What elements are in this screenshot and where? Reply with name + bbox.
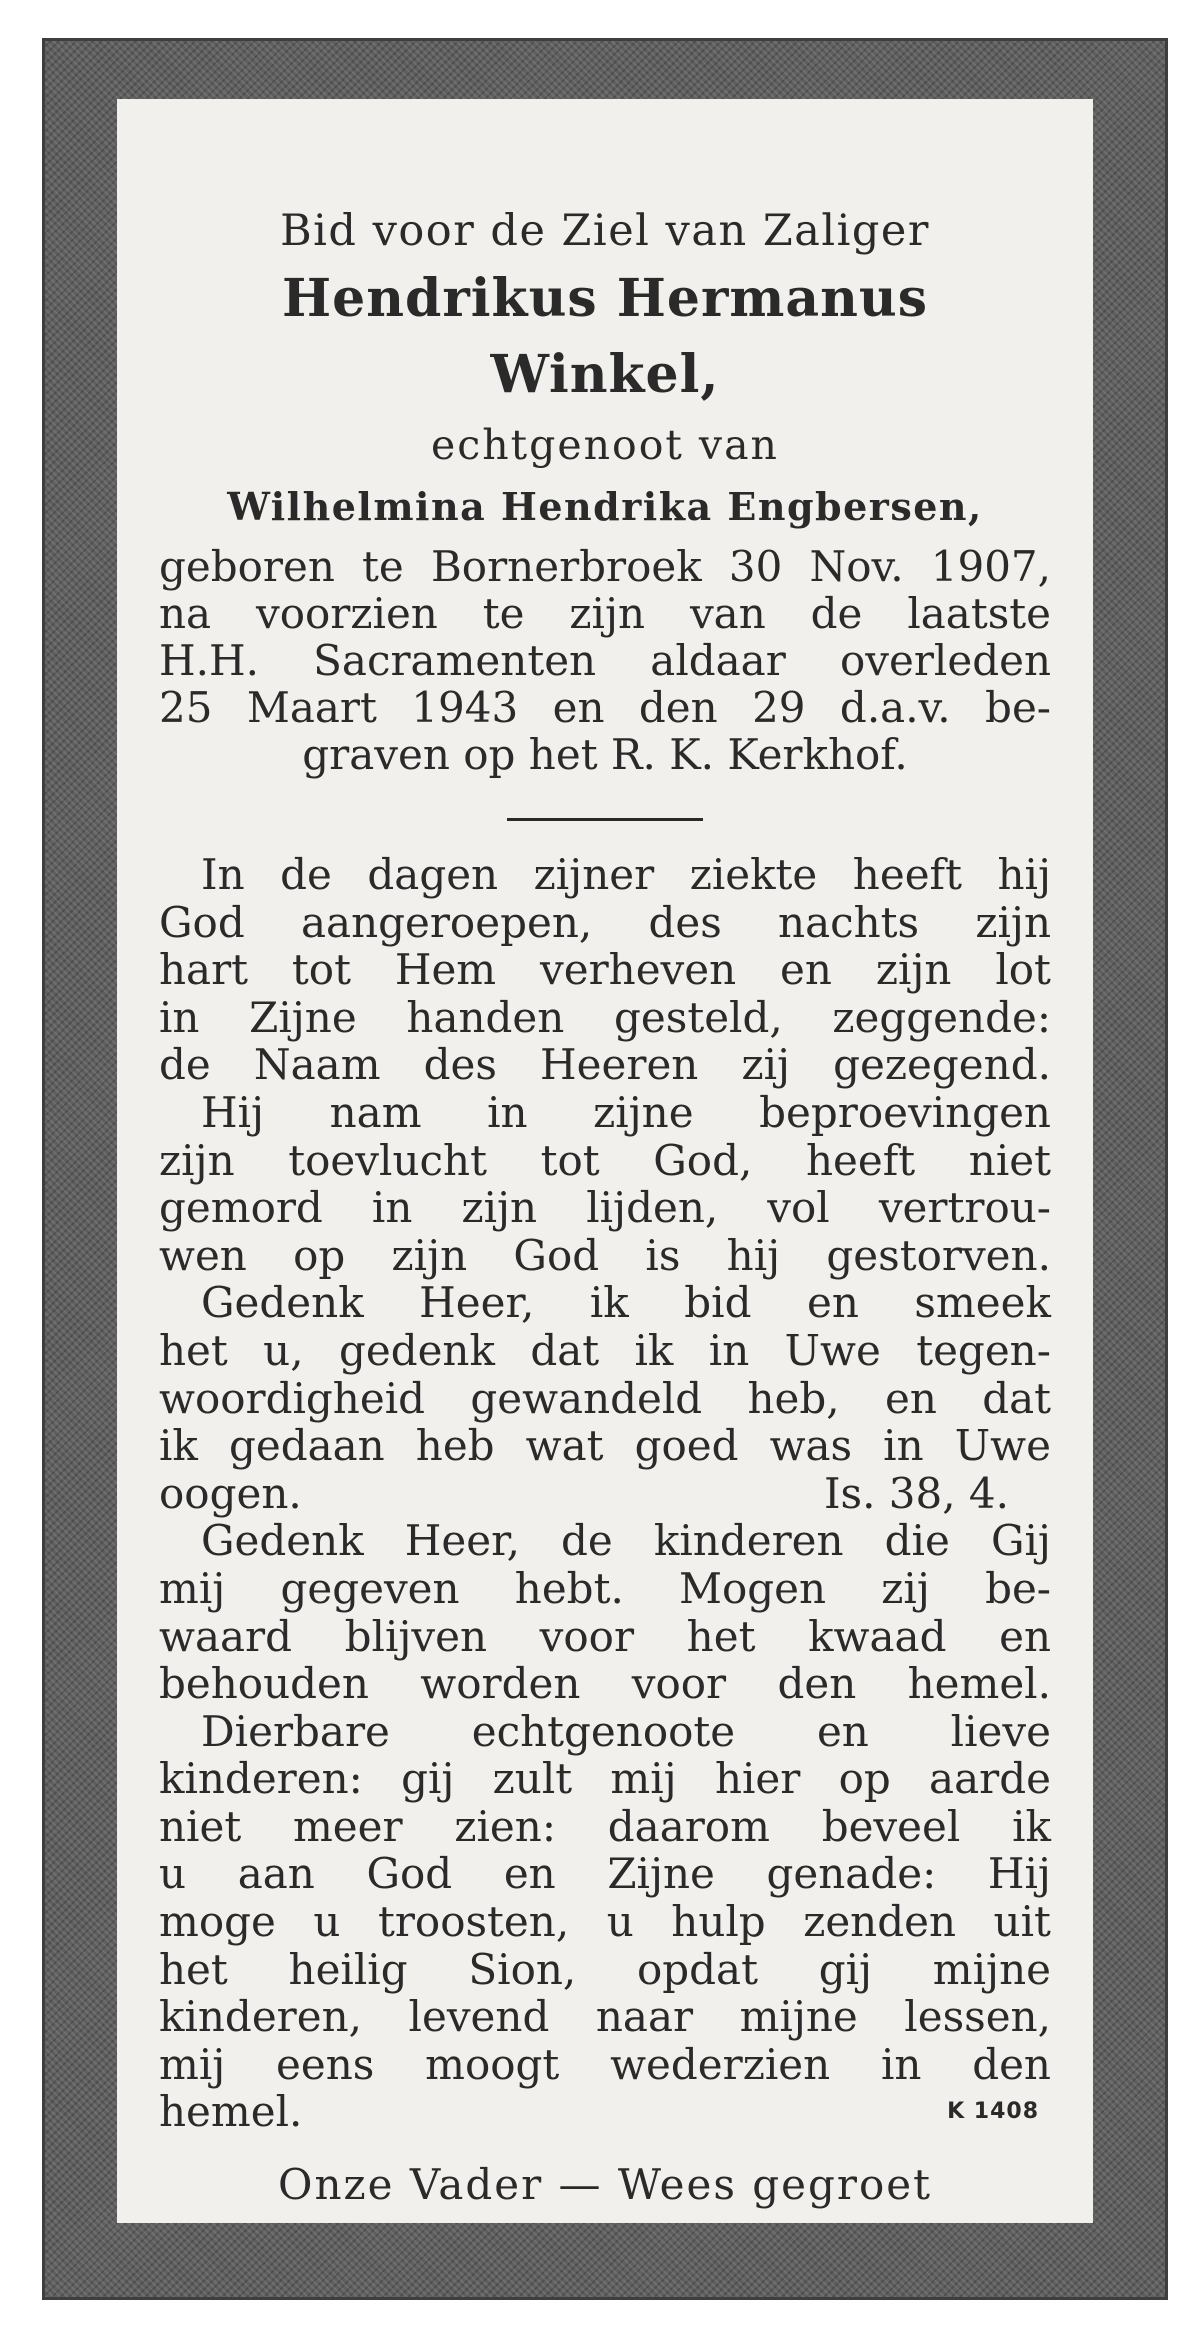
word: heb,	[747, 1373, 840, 1423]
word: in	[708, 1325, 750, 1375]
closing-prayer: Onze Vader — Wees gegroet	[278, 2160, 932, 2210]
text-line	[159, 1755, 1051, 1803]
word: kinderen:	[159, 1754, 363, 1804]
word: u	[159, 1849, 187, 1899]
word: ik	[159, 1421, 198, 1471]
word: gemord	[159, 1183, 323, 1233]
word: Gedenk	[201, 1516, 364, 1566]
text-line	[159, 1660, 1051, 1708]
text-line	[159, 1850, 1051, 1898]
word: woordigheid	[159, 1373, 426, 1423]
word: en	[806, 1278, 859, 1328]
word: gewandeld	[470, 1373, 703, 1423]
word: Heeren	[540, 1040, 699, 1090]
word: hij	[726, 1230, 781, 1280]
word: hier	[714, 1754, 801, 1804]
word: dat	[982, 1373, 1051, 1423]
heading: Bid voor de Ziel van Zaliger	[280, 206, 930, 256]
word: het	[686, 1611, 756, 1661]
word: aarde	[929, 1754, 1051, 1804]
word: aangeroepen,	[300, 897, 593, 947]
word: Mogen	[679, 1563, 827, 1613]
word: den	[777, 1659, 857, 1709]
word: zien:	[454, 1801, 556, 1851]
scripture-line	[159, 1470, 1051, 1518]
text-line	[159, 1422, 1051, 1470]
text-line	[159, 851, 1051, 899]
word: lijden,	[586, 1183, 719, 1233]
word: moge	[159, 1897, 276, 1947]
word: in	[883, 1421, 924, 1471]
word: smeek	[914, 1278, 1051, 1328]
word: zijn	[975, 897, 1051, 947]
word: hij	[997, 850, 1051, 899]
word: u	[606, 1897, 634, 1947]
word: heeft	[805, 1135, 916, 1185]
word: zijn	[461, 1183, 538, 1233]
word: lot	[995, 945, 1051, 995]
word: zijn	[875, 945, 952, 995]
word: gij	[401, 1754, 455, 1804]
word: niet	[968, 1135, 1051, 1185]
detail-line: graven op het R. K. Kerkhof.	[302, 730, 908, 779]
word: blijven	[344, 1611, 488, 1661]
word: troosten,	[377, 1897, 570, 1947]
text-line	[159, 1993, 1051, 2041]
word: Heer,	[404, 1516, 520, 1566]
word: Gedenk	[201, 1278, 364, 1328]
text-line	[159, 1803, 1051, 1851]
word: Hij	[987, 1849, 1051, 1899]
word: mij	[610, 1754, 677, 1804]
word: levend	[408, 1992, 550, 2042]
text-line	[159, 946, 1051, 994]
word: Hij	[201, 1087, 265, 1137]
word: in	[487, 1087, 528, 1137]
word: Hem	[394, 945, 497, 995]
spouse-name: Wilhelmina Hendrika Engbersen,	[227, 484, 983, 529]
word: gedenk	[338, 1325, 495, 1375]
word: op	[293, 1230, 346, 1280]
word: was	[769, 1421, 853, 1471]
text-line	[159, 1898, 1051, 1946]
word: de	[561, 1516, 613, 1566]
text-line	[159, 1089, 1051, 1137]
word: zijn	[391, 1230, 468, 1280]
word: bid	[684, 1278, 752, 1328]
word: opdat	[637, 1944, 758, 1994]
word: des	[648, 897, 722, 947]
text-line	[159, 1041, 1051, 1089]
word: Heer,	[419, 1278, 535, 1328]
word: heb	[415, 1421, 495, 1471]
word: wat	[525, 1421, 604, 1471]
word: gij	[818, 1944, 873, 1994]
word: echtgenoote	[471, 1706, 736, 1756]
scripture-reference: Is. 38, 4.	[823, 1468, 1009, 1518]
word: zeggende:	[832, 992, 1051, 1042]
text-line	[159, 1327, 1051, 1375]
word: voor	[539, 1611, 635, 1661]
word: heilig	[288, 1944, 408, 1994]
word: hart	[159, 945, 249, 995]
printer-code: K 1408	[947, 2099, 1039, 2125]
word: hulp	[671, 1897, 766, 1947]
word: ik	[1012, 1801, 1051, 1851]
word: toevlucht	[288, 1135, 487, 1185]
word: heeft	[852, 850, 962, 899]
word: God	[366, 1849, 453, 1899]
word: op	[838, 1754, 891, 1804]
word: ik	[634, 1325, 674, 1375]
card-text-panel	[117, 99, 1093, 2223]
word: dat	[530, 1325, 600, 1375]
text-line	[159, 1565, 1051, 1613]
text-line	[159, 1517, 1051, 1565]
word: in	[880, 2039, 922, 2089]
word: de	[159, 1040, 211, 1090]
word: mijne	[932, 1944, 1051, 1994]
word: aan	[237, 1849, 315, 1899]
word: behouden	[159, 1659, 369, 1709]
word: kinderen,	[159, 1992, 363, 2042]
word: het	[159, 1325, 228, 1375]
life-details	[159, 543, 1051, 778]
word: Uwe	[954, 1421, 1051, 1471]
word: zijne	[593, 1087, 694, 1137]
word: gestorven.	[826, 1230, 1051, 1280]
word: wen	[159, 1230, 247, 1280]
detail-line: 25 Maart 1943 en den 29 d.a.v. be-	[159, 683, 1051, 732]
word: den	[972, 2039, 1051, 2089]
memorial-card	[42, 38, 1168, 2300]
word: gesteld,	[614, 992, 783, 1042]
final-line	[159, 2088, 1051, 2142]
text-line	[159, 1232, 1051, 1280]
word: Uwe	[784, 1325, 881, 1375]
word: zij	[881, 1563, 930, 1613]
word: kinderen	[653, 1516, 844, 1566]
word: ziekte	[689, 850, 818, 899]
word: worden	[420, 1659, 581, 1709]
word: be-	[985, 1563, 1051, 1613]
meditation-text	[159, 851, 1051, 2142]
word: kwaad	[808, 1611, 947, 1661]
word: goed	[634, 1421, 739, 1471]
word: voor	[631, 1659, 727, 1709]
text-line	[159, 994, 1051, 1042]
detail-line: H.H. Sacramenten aldaar overleden	[159, 636, 1051, 685]
word: mijne	[739, 1992, 858, 2042]
word: God,	[653, 1135, 753, 1185]
word: mij	[159, 2039, 226, 2089]
word: God	[159, 897, 245, 947]
text-line	[159, 1279, 1051, 1327]
word: zij	[741, 1040, 791, 1090]
word: zenden	[803, 1897, 957, 1947]
word: ik	[589, 1278, 629, 1328]
word: en	[780, 945, 832, 995]
deceased-name: Hendrikus Hermanus Winkel,	[282, 268, 928, 405]
word: uit	[993, 1897, 1051, 1947]
word: gezegend.	[833, 1040, 1051, 1090]
word: gedaan	[228, 1421, 385, 1471]
word: mij	[159, 1563, 226, 1613]
scripture-text: oogen.	[159, 1468, 302, 1518]
word: Dierbare	[201, 1706, 390, 1756]
word: genade:	[766, 1849, 937, 1899]
word: meer	[292, 1801, 403, 1851]
word: zijner	[533, 850, 655, 899]
word: lessen,	[904, 1992, 1051, 2042]
word: in	[159, 992, 200, 1042]
word: hebt.	[514, 1563, 624, 1613]
word: zijn	[159, 1135, 235, 1185]
word: dagen	[367, 850, 499, 899]
divider	[507, 818, 703, 821]
word: hemel.	[907, 1659, 1051, 1709]
word: handen	[406, 992, 565, 1042]
text-line	[159, 2041, 1051, 2089]
word: vertrou-	[878, 1183, 1051, 1233]
word: nam	[329, 1087, 422, 1137]
word: tot	[291, 945, 351, 995]
word: Naam	[253, 1040, 381, 1090]
word: des	[423, 1040, 497, 1090]
word: wederzien	[610, 2039, 831, 2089]
word: lieve	[950, 1706, 1051, 1756]
word: moogt	[425, 2039, 560, 2089]
detail-line: geboren te Bornerbroek 30 Nov. 1907,	[159, 542, 1051, 591]
word: waard	[159, 1611, 292, 1661]
text-line	[159, 1184, 1051, 1232]
text-line	[159, 1708, 1051, 1756]
word: Zijne	[249, 992, 357, 1042]
word: is	[645, 1230, 681, 1280]
word: Gij	[990, 1516, 1051, 1566]
spouse-intro: echtgenoot van	[431, 421, 779, 469]
word: tot	[540, 1135, 600, 1185]
text-line	[159, 1375, 1051, 1423]
word: de	[280, 850, 332, 899]
text-line	[159, 1946, 1051, 1994]
word: beveel	[821, 1801, 961, 1851]
word: gegeven	[280, 1563, 460, 1613]
detail-line: na voorzien te zijn van de laatste	[159, 589, 1051, 638]
word: vol	[767, 1183, 830, 1233]
word: Sion,	[468, 1944, 577, 1994]
word: beproevingen	[759, 1087, 1051, 1137]
word: daarom	[607, 1801, 770, 1851]
text-line	[159, 1613, 1051, 1661]
word: en	[884, 1373, 937, 1423]
word: tegen-	[916, 1325, 1051, 1375]
word: die	[884, 1516, 950, 1566]
text-line	[159, 899, 1051, 947]
word: In	[201, 850, 245, 899]
word: zult	[492, 1754, 573, 1804]
text-line	[159, 1137, 1051, 1185]
word: en	[999, 1611, 1051, 1661]
word: het	[159, 1944, 228, 1994]
final-word: hemel.	[159, 2087, 303, 2137]
word: en	[816, 1706, 869, 1756]
word: naar	[595, 1992, 694, 2042]
word: u	[313, 1897, 341, 1947]
word: nachts	[778, 897, 920, 947]
word: God	[513, 1230, 600, 1280]
word: verheven	[539, 945, 737, 995]
word: in	[371, 1183, 413, 1233]
word: niet	[159, 1801, 242, 1851]
word: eens	[276, 2039, 375, 2089]
word: u,	[263, 1325, 304, 1375]
word: en	[503, 1849, 556, 1899]
word: Zijne	[607, 1849, 715, 1899]
